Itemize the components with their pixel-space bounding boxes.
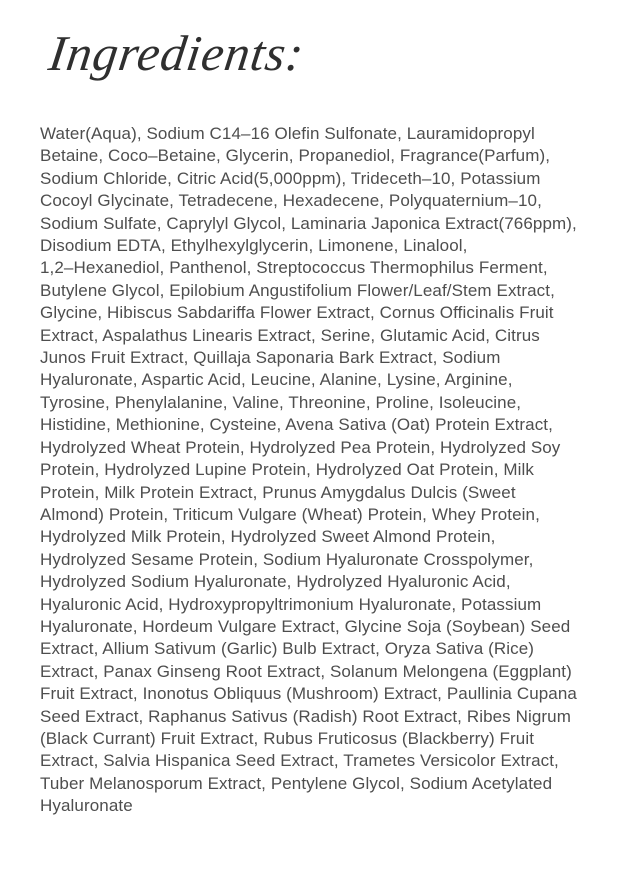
ingredient-line: Hydrolyzed Wheat Protein, Hydrolyzed Pea Protein, Hydrolyzed Soy — [40, 437, 561, 457]
ingredient-line: Betaine, Coco–Betaine, Glycerin, Propanediol, Fragrance(Parfum), — [40, 146, 551, 166]
ingredient-line: Seed Extract, Raphanus Sativus (Radish) Root Extract, Ribes Nigrum — [40, 706, 571, 726]
ingredient-line: Hydrolyzed Milk Protein, Hydrolyzed Sweet Almond Protein, — [40, 527, 496, 547]
ingredient-line: Hydrolyzed Sodium Hyaluronate, Hydrolyzed Hyaluronic Acid, — [40, 572, 511, 592]
ingredient-line: Butylene Glycol, Epilobium Angustifolium Flower/Leaf/Stem Extract, — [40, 280, 555, 300]
ingredient-line: Extract, Panax Ginseng Root Extract, Solanum Melongena (Eggplant) — [40, 661, 572, 681]
ingredient-line: Hyaluronate, Hordeum Vulgare Extract, Glycine Soja (Soybean) Seed — [40, 616, 571, 636]
ingredient-line: Hyaluronic Acid, Hydroxypropyltrimonium Hyaluronate, Potassium — [40, 594, 542, 614]
ingredient-line: Glycine, Hibiscus Sabdariffa Flower Extract, Cornus Officinalis Fruit — [40, 303, 554, 323]
ingredient-line: Extract, Allium Sativum (Garlic) Bulb Extract, Oryza Sativa (Rice) — [40, 639, 535, 659]
ingredient-line: 1,2–Hexanediol, Panthenol, Streptococcus Thermophilus Ferment, — [40, 258, 548, 278]
ingredient-line: (Black Currant) Fruit Extract, Rubus Fruticosus (Blackberry) Fruit — [40, 728, 535, 748]
ingredients-list — [40, 123, 613, 818]
ingredient-line: Sodium Chloride, Citric Acid(5,000ppm), Trideceth–10, Potassium — [40, 168, 541, 188]
ingredient-line: Junos Fruit Extract, Quillaja Saponaria Bark Extract, Sodium — [40, 348, 501, 368]
ingredient-line: Almond) Protein, Triticum Vulgare (Wheat) Protein, Whey Protein, — [40, 504, 540, 524]
ingredient-line: Sodium Sulfate, Caprylyl Glycol, Laminaria Japonica Extract(766ppm), — [40, 213, 577, 233]
ingredient-line: Extract, Aspalathus Linearis Extract, Serine, Glutamic Acid, Citrus — [40, 325, 540, 345]
ingredient-line: Disodium EDTA, Ethylhexylglycerin, Limonene, Linalool, — [40, 236, 468, 256]
ingredient-line: Hydrolyzed Sesame Protein, Sodium Hyaluronate Crosspolymer, — [40, 549, 534, 569]
ingredient-line: Histidine, Methionine, Cysteine, Avena Sativa (Oat) Protein Extract, — [40, 415, 553, 435]
ingredient-line: Fruit Extract, Inonotus Obliquus (Mushroom) Extract, Paullinia Cupana — [40, 684, 577, 704]
ingredient-line: Hyaluronate — [40, 796, 133, 816]
ingredients-heading: Ingredients: — [45, 25, 308, 81]
ingredient-line: Hyaluronate, Aspartic Acid, Leucine, Alanine, Lysine, Arginine, — [40, 370, 513, 390]
ingredient-line: Protein, Hydrolyzed Lupine Protein, Hydrolyzed Oat Protein, Milk — [40, 460, 534, 480]
ingredient-line: Cocoyl Glycinate, Tetradecene, Hexadecene, Polyquaternium–10, — [40, 191, 542, 211]
ingredient-line: Extract, Salvia Hispanica Seed Extract, Trametes Versicolor Extract, — [40, 751, 559, 771]
ingredient-line: Tuber Melanosporum Extract, Pentylene Glycol, Sodium Acetylated — [40, 773, 553, 793]
ingredient-line: Water(Aqua), Sodium C14–16 Olefin Sulfonate, Lauramidopropyl — [40, 124, 535, 143]
ingredient-line: Tyrosine, Phenylalanine, Valine, Threonine, Proline, Isoleucine, — [40, 392, 522, 412]
ingredient-line: Protein, Milk Protein Extract, Prunus Amygdalus Dulcis (Sweet — [40, 482, 516, 502]
